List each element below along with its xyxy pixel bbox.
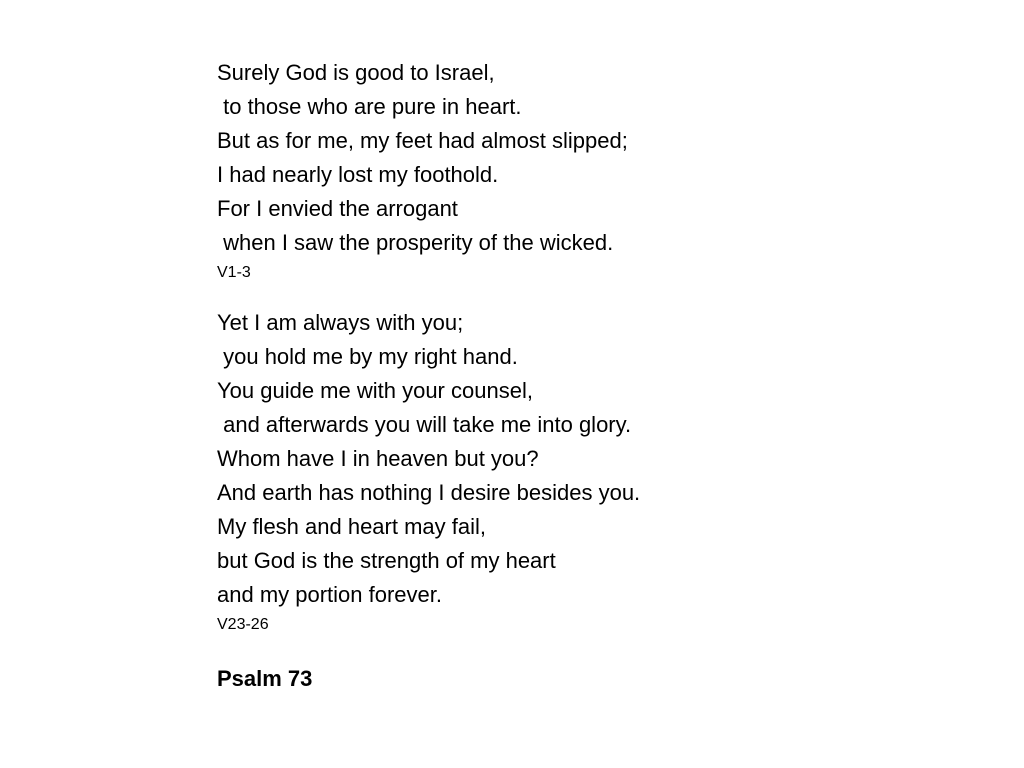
verse-line: And earth has nothing I desire besides you.: [217, 480, 641, 505]
verse-line: you hold me by my right hand.: [217, 344, 518, 369]
slide-content: [217, 56, 977, 694]
stanza-1: [217, 56, 977, 282]
verse-line: I had nearly lost my foothold.: [217, 162, 499, 187]
verse-line: Whom have I in heaven but you?: [217, 446, 539, 471]
verse-line: when I saw the prosperity of the wicked.: [217, 230, 614, 255]
verse-line: Surely God is good to Israel,: [217, 60, 495, 85]
verse-line: and my portion forever.: [217, 582, 443, 607]
verse-line: Yet I am always with you;: [217, 310, 464, 335]
verse-reference: V23-26: [217, 616, 269, 633]
verse-line: But as for me, my feet had almost slipped;: [217, 128, 628, 153]
verse-line: For I envied the arrogant: [217, 196, 458, 221]
verse-line: You guide me with your counsel,: [217, 378, 533, 403]
verse-line: My flesh and heart may fail,: [217, 514, 487, 539]
stanza-2: [217, 306, 977, 634]
verse-reference: V1-3: [217, 264, 251, 281]
psalm-title: Psalm 73: [217, 666, 313, 691]
verse-line: but God is the strength of my heart: [217, 548, 556, 573]
verse-line: and afterwards you will take me into glory.: [217, 412, 632, 437]
verse-line: to those who are pure in heart.: [217, 94, 522, 119]
